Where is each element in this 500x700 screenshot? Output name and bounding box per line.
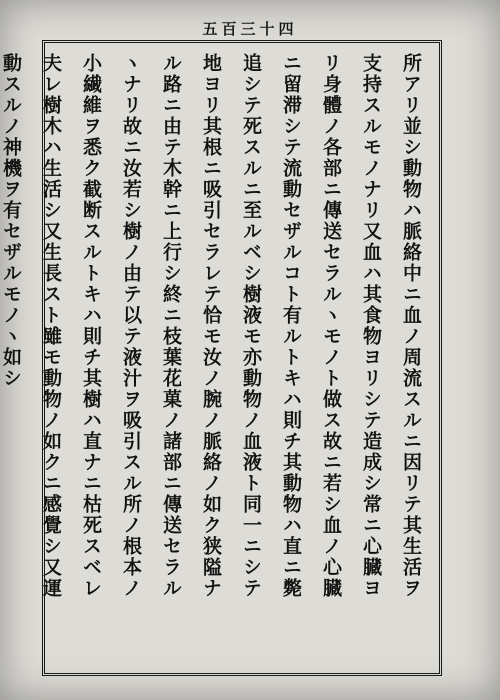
text-line: 夫レ樹木ハ生活シ又生長スト雖モ動物ノ如クニ感覺シ又運 — [40, 53, 62, 599]
text-line: 追シテ死スルニ至ルベシ樹液モ亦動物ノ血液ト同一ニシテ — [240, 53, 262, 599]
text-line: ニ留滞シテ流動セザルコト有ルトキハ則チ其動物ハ直ニ斃 — [280, 53, 302, 599]
text-line: ヽナリ故ニ汝若シ樹ノ由テ以テ液汁ヲ吸引スル所ノ根本ノ — [120, 53, 142, 599]
page-number: 五百三十四 — [202, 20, 298, 38]
body-text — [0, 53, 431, 665]
text-line: ル路ニ由テ木幹ニ上行シ終ニ枝葉花菓ノ諸部ニ傳送セラル — [160, 53, 182, 599]
text-line: 支持スルモノナリ又血ハ其食物ヨリシテ造成シ常ニ心臓ヨ — [360, 53, 382, 599]
text-frame — [0, 40, 442, 676]
text-line: 動スルノ神機ヲ有セザルモノヽ如シ — [0, 53, 22, 389]
text-line: 地ヨリ其根ニ吸引セラレテ恰モ汝ノ腕ノ脈絡ノ如ク狭隘ナ — [200, 53, 222, 599]
text-line: 所アリ並シ動物ハ脈絡中ニ血ノ周流スルニ因リテ其生活ヲ — [400, 53, 422, 599]
text-line: 小繊維ヲ悉ク截断スルトキハ則チ其樹ハ直ナニ枯死スベレ — [80, 53, 102, 599]
text-line: リ身體ノ各部ニ傳送セラルヽモノト做ス故ニ若シ血ノ心臓 — [320, 53, 342, 599]
